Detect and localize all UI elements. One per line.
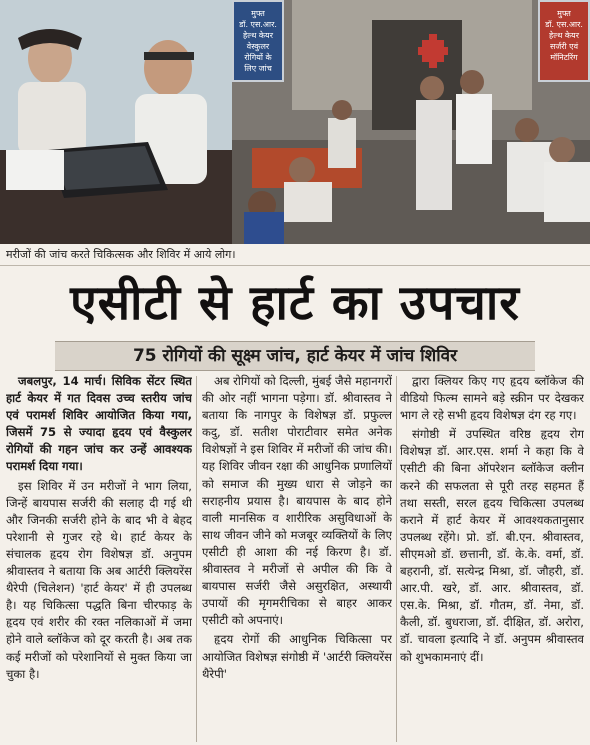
photo-left-illustration — [0, 0, 232, 244]
photo-caption: मरीजों की जांच करते चिकित्सक और शिविर में आये लोग। — [0, 244, 590, 266]
column-1-paragraph-1: जबलपुर, 14 मार्च। सिविक सेंटर स्थित हार्ट केयर में गत दिवस उच्च स्तरीय जांच एवं परामर्श शिविर आयोजित किया गया, जिसमें 75 से ज्यादा हृदय एवं वैस्कुलर रोगियों की गहन जांच कर उन्हें आवश्यक परामर्श दिया गया। — [6, 374, 192, 474]
subheadline: 75 रोगियों की सूक्ष्म जांच, हार्ट केयर में जांच शिविर — [55, 341, 535, 371]
photo-waiting-people — [232, 0, 590, 244]
column-3-paragraph-1: द्वारा क्लियर किए गए हृदय ब्लॉकेज की वीडियो फिल्म सामने बड़े स्क्रीन पर देखकर भाग ले रहे सभी हृदय विशेषज्ञ दंग रह गए। — [400, 374, 584, 423]
column-2-paragraph-1: अब रोगियों को दिल्ली, मुंबई जैसे महानगरों की ओर नहीं भागना पड़ेगा। डॉ. श्रीवास्तव ने बताया कि नागपुर के विशेषज्ञ डॉ. प्रफुल्ल कदु, डॉ. सतीश पोराटीवार समेत अनेक विशेषज्ञों ने इस शिविर में मरीजों की जांच की। यह शिविर जीवन रक्षा की आधुनिक प्रणालियों को समाज की मुख्य धारा से जोड़ने का सराहनीय प्रयास है। बायपास के बाद होने वाली मानसिक व शारीरिक असुविधाओं के साथ जीवन जीने को मजबूर व्यक्तियों के लिए एसीटी ही आशा की नई किरण है। डॉ. श्रीवास्तव ने मरीजों से अपील की कि वे बायपास सर्जरी जैसे असुरक्षित, अस्थायी उपायों की मृगमरीचिका से बाहर आकर एसीटी को अपनाएं। — [202, 374, 392, 628]
photo-right-illustration — [232, 0, 590, 244]
column-divider — [396, 376, 397, 742]
banner-left: मुफ्त डॉ. एस.आर. हेल्थ केयर वेस्कुलर रोगियों के लिए जांच — [232, 0, 284, 82]
photo-doctors-examination — [0, 0, 232, 244]
column-2-paragraph-2: हृदय रोगों की आधुनिक चिकित्सा पर आयोजित विशेषज्ञ संगोष्ठी में 'आर्टरी क्लियरेंस थैरेपी' — [202, 632, 392, 681]
headline: एसीटी से हार्ट का उपचार — [70, 275, 520, 331]
banner-right: मुफ्त डॉ. एस.आर. हेल्थ केयर सर्जरी एवं मॉनिटरिंग — [538, 0, 590, 82]
column-1-paragraph-2: इस शिविर में उन मरीजों ने भाग लिया, जिन्हें बायपास सर्जरी की सलाह दी गई थी और जिनकी सर्जरी होने के बाद भी वे बेहद परेशानी से गुजर रहे थे। हार्ट केयर के संचालक हृदय रोग विशेषज्ञ डॉ. अनुपम श्रीवास्तव ने बताया कि अब आर्टरी क्लियरेंस थैरेपी (चिलेशन) 'हार्ट केयर' में ही उपलब्ध है। यह चिकित्सा पद्धति बिना चीरफाड़ के हृदय एवं शरीर की रक्त नलिकाओं में जमा होने वाले ब्लॉकेज को दूर करती है। अब तक कई मरीजों को परेशानियों से मुक्त किया जा चुका है। — [6, 478, 192, 681]
article-column-3 — [400, 373, 584, 745]
column-divider — [196, 376, 197, 742]
news-photo — [0, 0, 590, 244]
column-3-paragraph-2: संगोष्ठी में उपस्थित वरिष्ठ हृदय रोग विशेषज्ञ डॉ. आर.एस. शर्मा ने कहा कि वे एसीटी की बिना ऑपरेशन ब्लॉकेज क्लीन करने की सफलता से पूरी तरह सहमत हैं तथा सस्ती, सरल हृदय चिकित्सा उपलब्ध कराने में हार्ट केयर में आवश्यकतानुसार उपलब्ध रहेंगे। प्रो. डॉ. बी.एन. श्रीवास्तव, सीएमओ डॉ. छत्तानी, डॉ. के.के. वर्मा, डॉ. बहरानी, डॉ. सत्येन्द्र मिश्रा, डॉ. जौहरी, डॉ. आर.पी. खरे, डॉ. आर. श्रीवास्तव, डॉ. एस.के. मिश्रा, डॉ. गौतम, डॉ. नेमा, डॉ. कैली, डॉ. बुधराजा, डॉ. दीक्षित, डॉ. अरोरा, डॉ. चावला इत्यादि ने डॉ. अनुपम श्रीवास्तव को शुभकामनाएं दीं। — [400, 427, 584, 664]
article-column-2 — [202, 373, 392, 745]
article-column-1 — [6, 373, 192, 745]
